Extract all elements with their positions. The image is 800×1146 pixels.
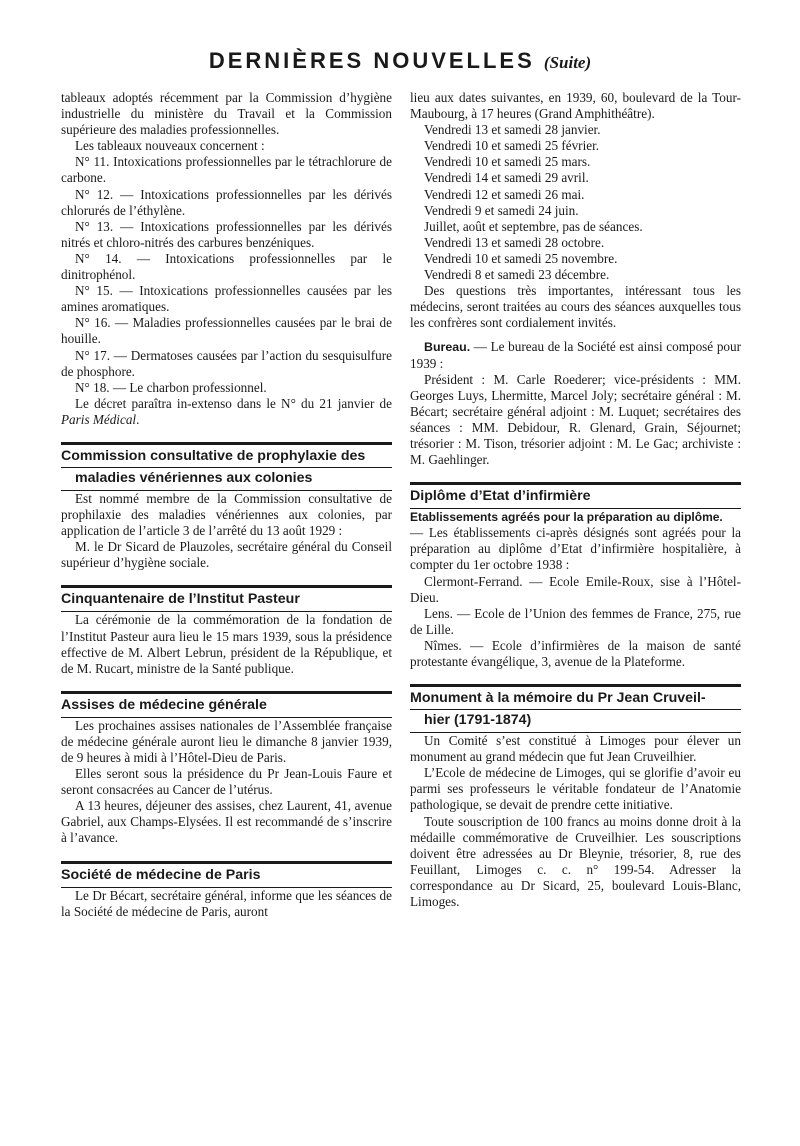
list-item: N° 13. — Intoxications professionnelles par les dérivés nitrés et chloro-nitrés des carbures benzéniques.: [61, 218, 392, 250]
paragraph: Le Dr Bécart, secrétaire général, informe que les séances de la Société de médecine de Paris, auront: [61, 887, 392, 919]
paragraph: Des questions très importantes, intéressant tous les médecins, seront traitées au cours des séances auxquelles tous les confrères sont cordialement invités.: [410, 283, 741, 331]
paragraph: Président : M. Carle Roederer; vice-présidents : MM. Georges Luys, Lhermitte, Marcel Joly; secrétaire général : M. Bécart; secrétaire général adjoint : M. Luquet; secrétaires des séances : MM. Debidour, R. Glenard, Grain, Séjournet; trésorier : M. Tison, trésorier adjoint : M. Le Gac; archiviste : M. Gaehlinger.: [410, 371, 741, 468]
list-item: N° 12. — Intoxications professionnelles par les dérivés chlorurés de l’éthylène.: [61, 186, 392, 218]
date-line: Vendredi 9 et samedi 24 juin.: [424, 202, 579, 218]
date-line: Vendredi 10 et samedi 25 février.: [424, 138, 600, 154]
paragraph: Toute souscription de 100 francs au moins donne droit à la médaille commémorative de Cruveilhier. Les souscriptions doivent être adressées au Dr Bleynie, trésorier, 8, rue des Feuillant, Limoges c. c. n° 199-54. Adresser la correspondance au Dr Sicard, 25, boulevard Louis-Blanc, Limoges.: [410, 813, 741, 910]
date-line: Vendredi 8 et samedi 23 décembre.: [424, 267, 610, 283]
date-line: Vendredi 14 et samedi 29 avril.: [424, 170, 589, 186]
paragraph: La cérémonie de la commémoration de la fondation de l’Institut Pasteur aura lieu le 15 mars 1939, sous la présidence effective de M. Albert Lebrun, président de la République, et de M. Rucart, ministre de la Santé publique.: [61, 612, 392, 676]
date-line: Vendredi 12 et samedi 26 mai.: [424, 186, 585, 202]
paragraph: L’Ecole de médecine de Limoges, qui se glorifie d’avoir eu parmi ses professeurs le véritable fondateur de l’Anatomie pathologique, se devait de prendre cette initiative.: [410, 765, 741, 813]
section-title-diplome: Diplôme d’Etat d’infirmière: [410, 482, 741, 509]
date-line: Vendredi 13 et samedi 28 janvier.: [424, 122, 601, 138]
date-line: Vendredi 13 et samedi 28 octobre.: [424, 234, 605, 250]
section-title-assises: Assises de médecine générale: [61, 691, 392, 718]
list-item: N° 11. Intoxications professionnelles par le tétrachlorure de carbone.: [61, 154, 392, 186]
left-column: [61, 90, 392, 920]
list-item: N° 14. — Intoxications professionnelles par le dinitrophénol.: [61, 250, 392, 283]
decret-paragraph: Le décret paraîtra in-extenso dans le N° du 21 janvier de Paris Médical.: [61, 395, 392, 427]
paragraph: Clermont-Ferrand. — Ecole Emile-Roux, sise à l’Hôtel-Dieu.: [410, 573, 741, 605]
paragraph: Lens. — Ecole de l’Union des femmes de France, 275, rue de Lille.: [410, 605, 741, 637]
paragraph: Nîmes. — Ecole d’infirmières de la maison de santé protestante évangélique, 3, avenue de la Plateforme.: [410, 637, 741, 669]
paragraph: — Les établissements ci-après désignés sont agréés pour la préparation au diplôme d’Etat d’infirmière hospitalière, à compter du 1er octobre 1938 :: [410, 525, 741, 573]
date-line: Vendredi 10 et samedi 25 novembre.: [424, 250, 618, 266]
header-title: DERNIÈRES NOUVELLES: [208, 48, 535, 73]
list-item: N° 15. — Intoxications professionnelles causées par les amines aromatiques.: [61, 283, 392, 315]
paragraph: Elles seront sous la présidence du Pr Jean-Louis Faure et seront consacrées au Cancer de l’utérus.: [61, 766, 392, 798]
header-suite: (Suite): [543, 53, 592, 72]
bureau-paragraph: Bureau. — Le bureau de la Société est ainsi composé pour 1939 :: [410, 339, 741, 371]
paragraph: A 13 heures, déjeuner des assises, chez Laurent, 41, avenue Gabriel, aux Champs-Elysées. Il est recommandé de s’inscrire à l’avance.: [61, 798, 392, 846]
paragraph: Les tableaux nouveaux concernent :: [75, 138, 265, 154]
section-title-societe: Société de médecine de Paris: [61, 861, 392, 888]
paragraph: Un Comité s’est constitué à Limoges pour élever un monument au grand médecin que fut Jean Cruveilhier.: [410, 733, 741, 765]
section-title-monument: Monument à la mémoire du Pr Jean Cruveil- hier (1791-1874): [410, 684, 741, 733]
list-item: N° 17. — Dermatoses causées par l’action du sesquisulfure de phosphore.: [61, 347, 392, 379]
paragraph: Est nommé membre de la Commission consultative de prophilaxie des maladies vénériennes aux colonies, par application de l’article 3 de l’arrêté du 13 août 1929 :: [61, 490, 392, 539]
date-line: Vendredi 10 et samedi 25 mars.: [424, 154, 591, 170]
list-item: N° 16. — Maladies professionnelles causées par le brai de houille.: [61, 315, 392, 347]
section-title-pasteur: Cinquantenaire de l’Institut Pasteur: [61, 585, 392, 612]
paragraph: M. le Dr Sicard de Plauzoles, secrétaire général du Conseil supérieur d’hygiène sociale.: [61, 539, 392, 571]
page-header: [0, 46, 800, 78]
paragraph: tableaux adoptés récemment par la Commission d’hygiène industrielle du ministère du Travail et la Commission supérieure des maladies professionnelles.: [61, 90, 392, 138]
right-column: [410, 90, 741, 910]
subheading: Etablissements agréés pour la préparation au diplôme.: [410, 510, 723, 525]
section-title-commission: Commission consultative de prophylaxie des maladies vénériennes aux colonies: [61, 442, 392, 491]
list-item: N° 18. — Le charbon professionnel.: [75, 379, 267, 395]
date-line: Juillet, août et septembre, pas de séances.: [424, 218, 643, 234]
paragraph: Les prochaines assises nationales de l’Assemblée française de médecine générale auront lieu le dimanche 8 janvier 1939, de 9 heures à midi à l’Hôtel-Dieu de Paris.: [61, 717, 392, 765]
paragraph: lieu aux dates suivantes, en 1939, 60, boulevard de la Tour-Maubourg, à 17 heures (Grand Amphithéâtre).: [410, 90, 741, 122]
